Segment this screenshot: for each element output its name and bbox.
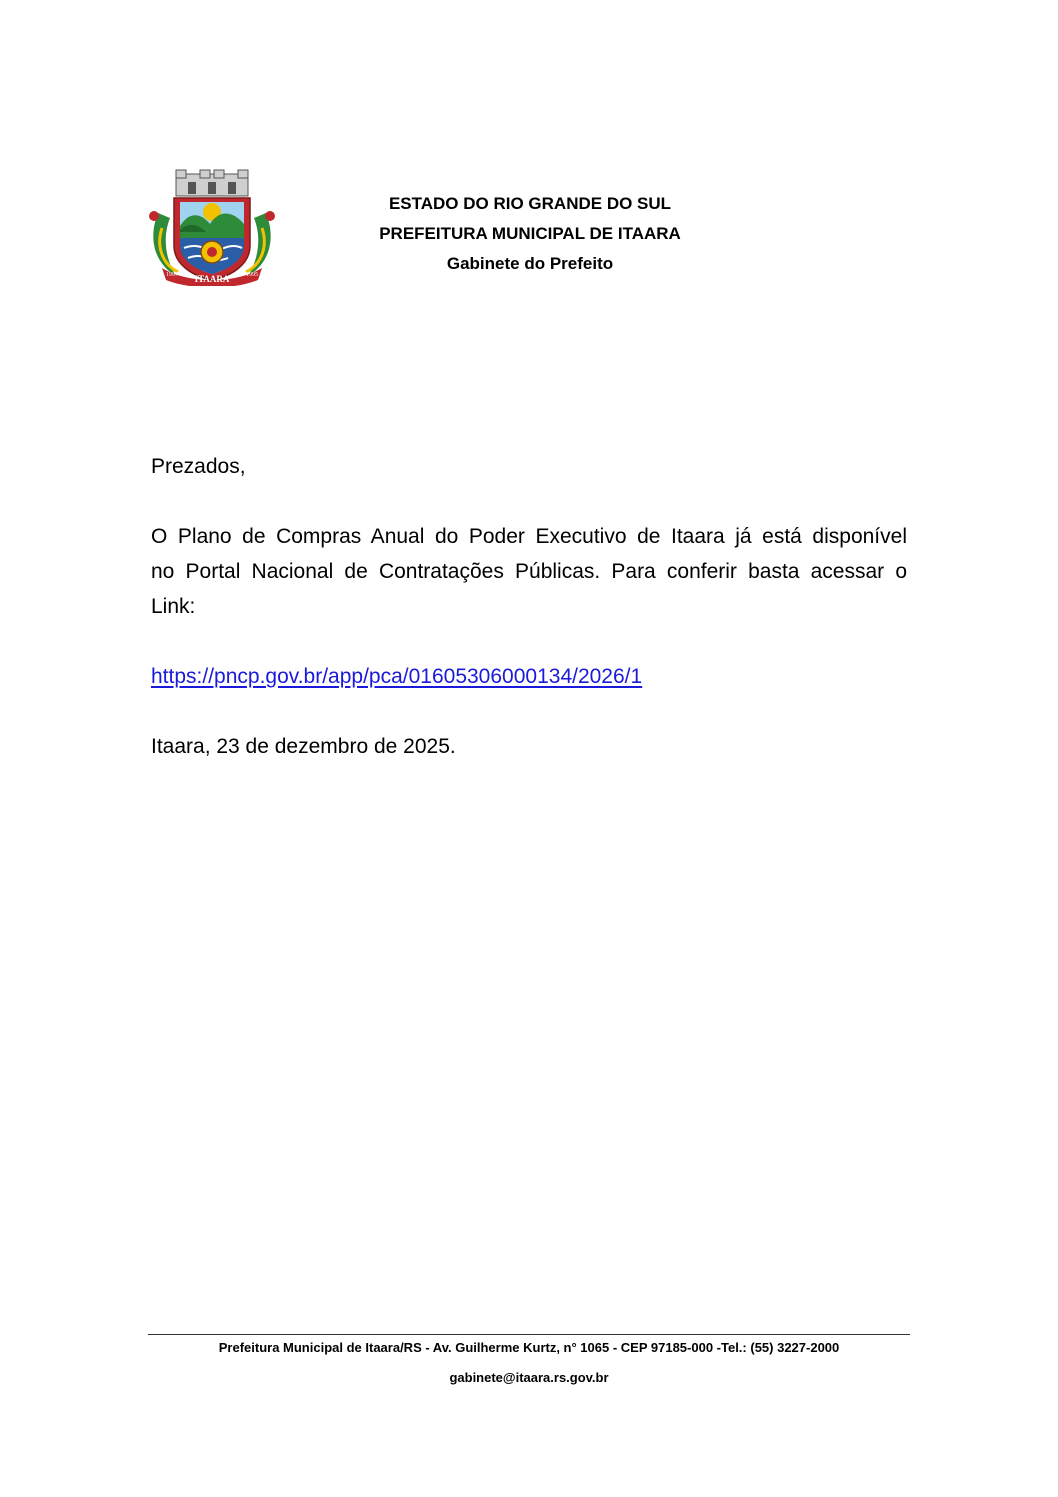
paragraph-line: O Plano de Compras Anual do Poder Executivo de Itaara já está disponível xyxy=(151,525,907,548)
letter-date: Itaara, 23 de dezembro de 2025. xyxy=(151,735,456,758)
crest-banner-text: ITAARA xyxy=(194,274,230,284)
paragraph-line: Link: xyxy=(151,595,196,618)
footer-email: gabinete@itaara.rs.gov.br xyxy=(449,1370,609,1385)
paragraph-line: no Portal Nacional de Contratações Públicas. Para conferir basta acessar o xyxy=(151,560,907,583)
crest-year-left: 1997 xyxy=(166,272,178,278)
state-name: ESTADO DO RIO GRANDE DO SUL xyxy=(388,194,672,213)
letter-greeting: Prezados, xyxy=(151,455,246,478)
footer-address: Prefeitura Municipal de Itaara/RS - Av. Guilherme Kurtz, n° 1065 - CEP 97185-000 -Tel.: (55) 3227-2000 xyxy=(218,1340,840,1355)
municipality-name: PREFEITURA MUNICIPAL DE ITAARA xyxy=(379,224,681,243)
pncp-link[interactable]: https://pncp.gov.br/app/pca/01605306000134/2026/1 xyxy=(151,665,643,688)
footer-divider xyxy=(148,1334,910,1335)
letter-paragraph xyxy=(151,519,907,624)
coat-of-arms-icon xyxy=(148,168,276,286)
letterhead xyxy=(330,189,730,279)
office-name: Gabinete do Prefeito xyxy=(446,254,614,273)
crest-year-right: 1995 xyxy=(246,272,258,278)
